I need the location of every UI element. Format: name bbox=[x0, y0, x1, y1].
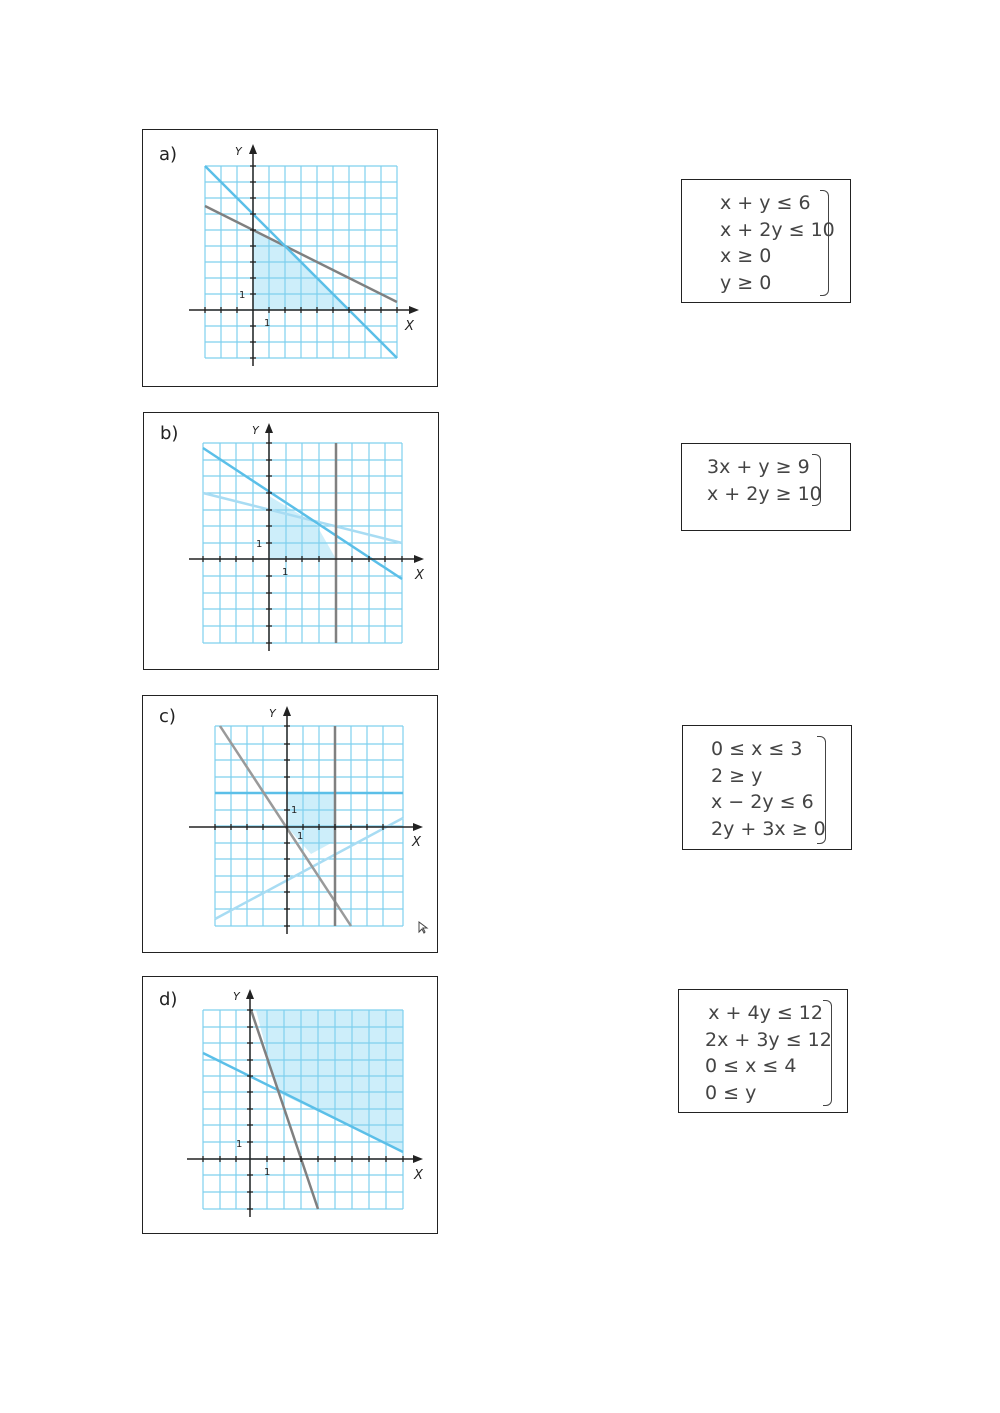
inequality: 2y + 3x ≥ 0 bbox=[711, 817, 826, 840]
system-box-c bbox=[682, 725, 852, 850]
graph-box-d bbox=[142, 976, 438, 1234]
axis-label-y: Y bbox=[233, 990, 240, 1003]
x-arrow-b bbox=[414, 555, 424, 563]
unit-label-x: 1 bbox=[264, 1167, 271, 1178]
inequality: 3x + y ≥ 9 bbox=[707, 456, 810, 478]
x-arrow-c bbox=[413, 823, 423, 831]
system-box-a bbox=[681, 179, 851, 303]
system-brace bbox=[823, 1000, 832, 1106]
y-arrow-d bbox=[246, 989, 254, 999]
system-brace bbox=[817, 736, 826, 844]
graph-a bbox=[143, 130, 439, 388]
unit-label-x: 1 bbox=[264, 318, 271, 329]
exercise-label: a) bbox=[159, 144, 178, 165]
inequality-list bbox=[707, 454, 822, 507]
axis-label-x: X bbox=[405, 319, 414, 334]
inequality: x ≥ 0 bbox=[720, 245, 772, 267]
inequality: y ≥ 0 bbox=[720, 271, 772, 294]
inequality-list bbox=[711, 736, 826, 842]
unit-label-y: 1 bbox=[236, 1139, 243, 1150]
inequality: x + 2y ≤ 10 bbox=[720, 218, 835, 241]
feasible-region-c bbox=[287, 794, 335, 854]
exercise-label: d) bbox=[159, 989, 178, 1010]
x-arrow-d bbox=[413, 1155, 423, 1163]
unit-label-x: 1 bbox=[297, 831, 304, 842]
y-arrow-b bbox=[265, 423, 273, 433]
inequality: 0 ≤ y bbox=[705, 1081, 757, 1104]
unit-label-x: 1 bbox=[282, 567, 289, 578]
axis-label-x: X bbox=[412, 835, 421, 850]
axis-label-x: X bbox=[414, 1168, 423, 1183]
inequality: x − 2y ≤ 6 bbox=[711, 791, 814, 813]
inequality: 2 ≥ y bbox=[711, 764, 763, 787]
system-box-d bbox=[678, 989, 848, 1113]
inequality: x + 4y ≤ 12 bbox=[708, 1002, 823, 1024]
x-arrow-a bbox=[409, 306, 419, 314]
unit-label-y: 1 bbox=[256, 539, 263, 550]
graph-b bbox=[144, 413, 440, 671]
exercise-label: b) bbox=[160, 423, 179, 444]
inequality: 0 ≤ x ≤ 3 bbox=[711, 738, 803, 760]
inequality: x + y ≤ 6 bbox=[720, 192, 811, 214]
system-brace bbox=[812, 454, 821, 506]
inequality-list bbox=[705, 1000, 832, 1106]
axis-label-x: X bbox=[415, 568, 424, 583]
inequality: 0 ≤ x ≤ 4 bbox=[705, 1055, 797, 1077]
inequality: x + 2y ≥ 10 bbox=[707, 482, 822, 505]
graph-box-b bbox=[143, 412, 439, 670]
unit-label-y: 1 bbox=[291, 805, 298, 816]
graph-box-c bbox=[142, 695, 438, 953]
system-box-b bbox=[681, 443, 851, 531]
unit-label-y: 1 bbox=[239, 290, 246, 301]
graph-box-a bbox=[142, 129, 438, 387]
axis-label-y: Y bbox=[252, 424, 259, 437]
y-arrow-c bbox=[283, 706, 291, 716]
inequality-list bbox=[720, 190, 835, 296]
y-arrow-a bbox=[249, 144, 257, 154]
system-brace bbox=[820, 190, 829, 296]
inequality: 2x + 3y ≤ 12 bbox=[705, 1028, 832, 1051]
axis-label-y: Y bbox=[269, 707, 276, 720]
axis-label-y: Y bbox=[235, 145, 242, 158]
graph-c bbox=[143, 696, 439, 954]
feasible-region-d bbox=[256, 1010, 403, 1152]
exercise-label: c) bbox=[159, 706, 176, 727]
graph-d bbox=[143, 977, 439, 1235]
